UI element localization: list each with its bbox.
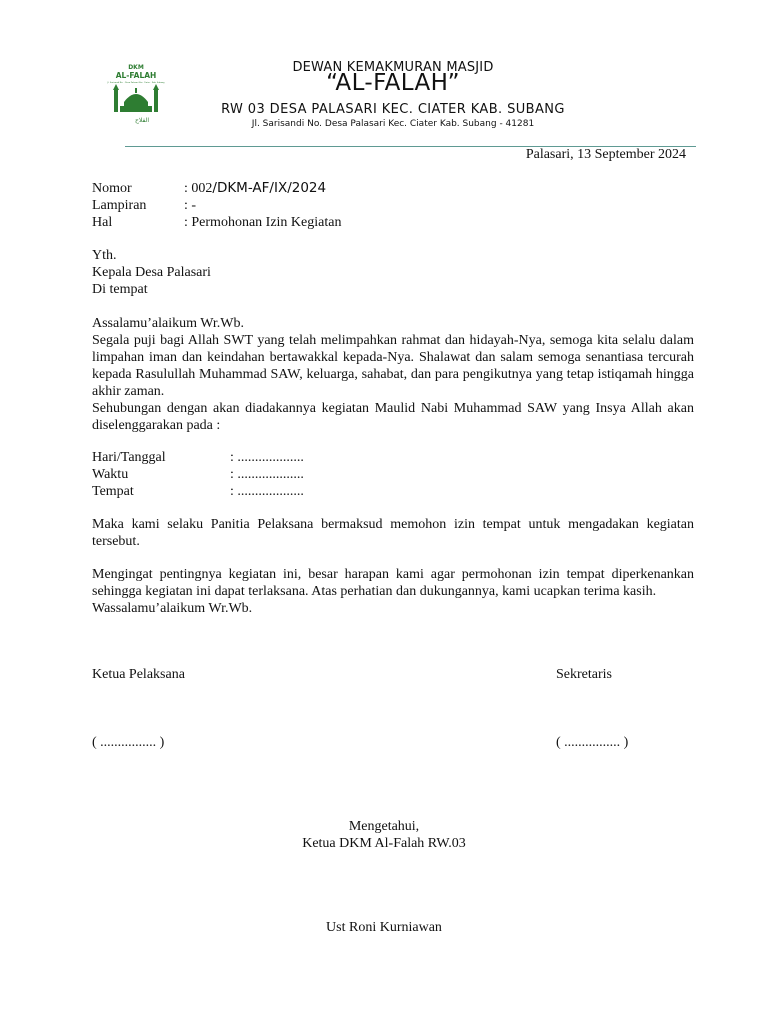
meta-nomor-value xyxy=(184,180,326,197)
meta-hal xyxy=(92,214,341,231)
acknowledge-name: Ust Roni Kurniawan xyxy=(326,920,442,935)
letter-meta xyxy=(92,180,341,231)
letter-request xyxy=(92,516,694,550)
logo-text-dkm: DKM xyxy=(128,64,144,71)
org-name: DEWAN KEMAKMURAN MASJID xyxy=(292,60,494,75)
signature-chair-title: Ketua Pelaksana xyxy=(92,667,185,682)
signature-secretary-title: Sekretaris xyxy=(556,667,612,682)
greeting: Assalamu’alaikum Wr.Wb. xyxy=(92,316,244,331)
recipient-address xyxy=(92,247,211,298)
detail-label: Tempat xyxy=(92,484,134,499)
detail-value: : ................... xyxy=(230,450,304,465)
detail-row xyxy=(92,449,304,466)
paragraph-opening: Segala puji bagi Allah SWT yang telah melimpahkan rahmat dan hidayah-Nya, semoga kita selalu dalam limpahan iman dan keindahan bertawakkal kepada-Nya. Shalawat dan salam semoga senantiasa tercurah kepada Rasulullah Muhammad SAW, keluarga, sahabat, dan para pengikutnya yang tetap istiqamah hingga akhir zaman. xyxy=(92,333,694,399)
logo-tagline: Jl. Sarisandi No. · Desa Palasari Kec. Ciater · Kab. Subang xyxy=(107,82,165,84)
org-address: Jl. Sarisandi No. Desa Palasari Kec. Ciater Kab. Subang - 41281 xyxy=(251,119,535,129)
letter-closing xyxy=(92,566,694,617)
signature-chair-name: ( ................ ) xyxy=(92,735,165,750)
event-details xyxy=(92,449,304,500)
detail-row xyxy=(92,466,304,483)
acknowledge-label: Mengetahui, xyxy=(348,819,420,834)
org-title: “AL-FALAH” xyxy=(326,70,460,96)
paragraph-request: Maka kami selaku Panitia Pelaksana bermaksud memohon izin tempat untuk mengadakan kegiatan tersebut. xyxy=(92,517,694,549)
letter-body xyxy=(92,315,694,434)
meta-nomor-prefix: : 002 xyxy=(184,181,213,196)
recipient-salutation: Yth. xyxy=(92,248,117,263)
detail-label: Waktu xyxy=(92,467,129,482)
closing-greeting: Wassalamu’alaikum Wr.Wb. xyxy=(92,601,253,616)
recipient-name: Kepala Desa Palasari xyxy=(92,265,211,280)
paragraph-event: Sehubungan dengan akan diadakannya kegiatan Maulid Nabi Muhammad SAW yang Insya Allah akan diselenggarakan pada : xyxy=(92,401,694,433)
meta-hal-label: Hal xyxy=(92,215,113,230)
meta-lampiran xyxy=(92,197,341,214)
org-region: RW 03 DESA PALASARI KEC. CIATER KAB. SUBANG xyxy=(221,102,565,117)
mosque-logo xyxy=(92,56,172,130)
meta-nomor-code: /DKM-AF/IX/2024 xyxy=(212,180,327,196)
detail-value: : ................... xyxy=(230,467,304,482)
logo-arabic: الفلاح xyxy=(135,117,149,124)
meta-lampiran-label: Lampiran xyxy=(92,198,147,213)
acknowledge-title: Ketua DKM Al-Falah RW.03 xyxy=(302,836,466,851)
recipient-place: Di tempat xyxy=(92,282,148,297)
paragraph-closing: Mengingat pentingnya kegiatan ini, besar harapan kami agar permohonan izin tempat diperkenankan sehingga kegiatan ini dapat terlaksana. Atas perhatian dan dukungannya, kami ucapkan terima kasih. xyxy=(92,567,694,599)
logo-text-alfalah: AL-FALAH xyxy=(115,71,157,80)
meta-nomor xyxy=(92,180,341,197)
signature-secretary-name: ( ................ ) xyxy=(556,735,629,750)
detail-row xyxy=(92,483,304,500)
detail-value: : ................... xyxy=(230,484,304,499)
letter-date: Palasari, 13 September 2024 xyxy=(525,147,686,162)
mosque-icon xyxy=(113,84,159,112)
detail-label: Hari/Tanggal xyxy=(92,450,166,465)
meta-lampiran-value: : - xyxy=(184,198,197,213)
meta-nomor-label: Nomor xyxy=(92,181,132,196)
meta-hal-value: : Permohonan Izin Kegiatan xyxy=(184,215,342,230)
